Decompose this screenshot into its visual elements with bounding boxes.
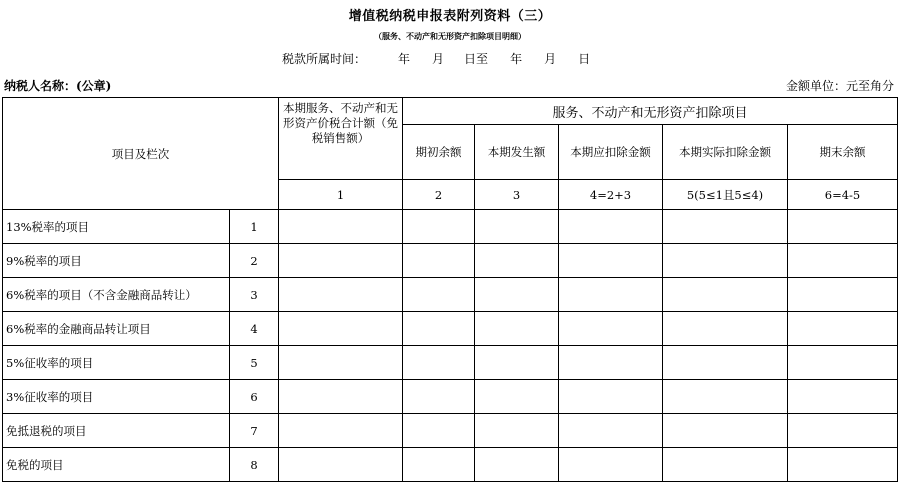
input-cell[interactable] (279, 278, 403, 312)
input-cell[interactable] (559, 448, 663, 482)
col1-header: 本期服务、不动产和无形资产价税合计额（免税销售额） (279, 98, 403, 180)
amount-unit-label: 金额单位：元至角分 (785, 79, 894, 93)
input-cell[interactable] (475, 346, 559, 380)
input-cell[interactable] (788, 346, 898, 380)
input-cell[interactable] (663, 244, 788, 278)
row-number: 2 (230, 244, 279, 278)
input-cell[interactable] (663, 448, 788, 482)
input-cell[interactable] (403, 244, 475, 278)
table-row (3, 380, 898, 414)
col-number-4: 4=2+3 (559, 180, 663, 210)
input-cell[interactable] (403, 346, 475, 380)
table-row (3, 244, 898, 278)
input-cell[interactable] (475, 414, 559, 448)
input-cell[interactable] (663, 278, 788, 312)
input-cell[interactable] (559, 312, 663, 346)
input-cell[interactable] (279, 380, 403, 414)
table-row (3, 346, 898, 380)
table-row (3, 448, 898, 482)
input-cell[interactable] (475, 448, 559, 482)
table-row (3, 278, 898, 312)
col-header-deductible-amount: 本期应扣除金额 (559, 125, 663, 180)
input-cell[interactable] (788, 244, 898, 278)
table-row (3, 210, 898, 244)
deduction-group-header: 服务、不动产和无形资产扣除项目 (403, 98, 898, 125)
input-cell[interactable] (663, 312, 788, 346)
input-cell[interactable] (475, 210, 559, 244)
input-cell[interactable] (403, 380, 475, 414)
row-label: 6%税率的项目（不含金融商品转让） (3, 278, 230, 312)
input-cell[interactable] (663, 414, 788, 448)
period-day-2: 日 (578, 52, 591, 66)
input-cell[interactable] (475, 380, 559, 414)
period-year-1: 年 (398, 52, 411, 66)
input-cell[interactable] (279, 346, 403, 380)
col-number-3: 3 (475, 180, 559, 210)
input-cell[interactable] (475, 278, 559, 312)
table-row (3, 312, 898, 346)
input-cell[interactable] (788, 210, 898, 244)
form-title: 增值税纳税申报表附列资料（三） (348, 9, 552, 24)
input-cell[interactable] (279, 210, 403, 244)
input-cell[interactable] (788, 414, 898, 448)
col-number-2: 2 (403, 180, 475, 210)
col-header-opening-balance: 期初余额 (403, 125, 475, 180)
row-number: 6 (230, 380, 279, 414)
form-subtitle: （服务、不动产和无形资产扣除项目明细） (374, 31, 526, 41)
col-number-1: 1 (279, 180, 403, 210)
input-cell[interactable] (663, 380, 788, 414)
input-cell[interactable] (403, 448, 475, 482)
input-cell[interactable] (663, 346, 788, 380)
col-number-6: 6=4-5 (788, 180, 898, 210)
tax-period (282, 50, 590, 67)
input-cell[interactable] (788, 448, 898, 482)
input-cell[interactable] (559, 380, 663, 414)
input-cell[interactable] (663, 210, 788, 244)
input-cell[interactable] (403, 312, 475, 346)
input-cell[interactable] (788, 278, 898, 312)
taxpayer-name-label: 纳税人名称：(公章) (4, 79, 112, 93)
input-cell[interactable] (475, 244, 559, 278)
item-column-header: 项目及栏次 (3, 98, 279, 210)
col-number-5: 5(5≤1且5≤4) (663, 180, 788, 210)
period-year-2: 年 (510, 52, 523, 66)
row-label: 3%征收率的项目 (3, 380, 230, 414)
input-cell[interactable] (403, 278, 475, 312)
input-cell[interactable] (279, 448, 403, 482)
row-number: 8 (230, 448, 279, 482)
input-cell[interactable] (559, 414, 663, 448)
row-label: 5%征收率的项目 (3, 346, 230, 380)
row-number: 5 (230, 346, 279, 380)
row-label: 9%税率的项目 (3, 244, 230, 278)
row-number: 4 (230, 312, 279, 346)
row-label: 13%税率的项目 (3, 210, 230, 244)
period-day-to: 日至 (464, 52, 489, 66)
input-cell[interactable] (788, 380, 898, 414)
input-cell[interactable] (403, 414, 475, 448)
input-cell[interactable] (279, 414, 403, 448)
input-cell[interactable] (559, 210, 663, 244)
input-cell[interactable] (559, 244, 663, 278)
tax-period-label: 税款所属时间： (282, 52, 367, 66)
col-header-current-amount: 本期发生额 (475, 125, 559, 180)
row-number: 1 (230, 210, 279, 244)
row-label: 免税的项目 (3, 448, 230, 482)
col-header-closing-balance: 期末余额 (788, 125, 898, 180)
period-month-2: 月 (544, 52, 557, 66)
input-cell[interactable] (403, 210, 475, 244)
table-row (3, 414, 898, 448)
input-cell[interactable] (788, 312, 898, 346)
deduction-table (2, 97, 898, 482)
row-label: 免抵退税的项目 (3, 414, 230, 448)
row-number: 3 (230, 278, 279, 312)
input-cell[interactable] (279, 244, 403, 278)
period-month-1: 月 (432, 52, 445, 66)
input-cell[interactable] (559, 278, 663, 312)
input-cell[interactable] (559, 346, 663, 380)
col-header-actual-deduction: 本期实际扣除金额 (663, 125, 788, 180)
row-number: 7 (230, 414, 279, 448)
row-label: 6%税率的金融商品转让项目 (3, 312, 230, 346)
input-cell[interactable] (279, 312, 403, 346)
input-cell[interactable] (475, 312, 559, 346)
